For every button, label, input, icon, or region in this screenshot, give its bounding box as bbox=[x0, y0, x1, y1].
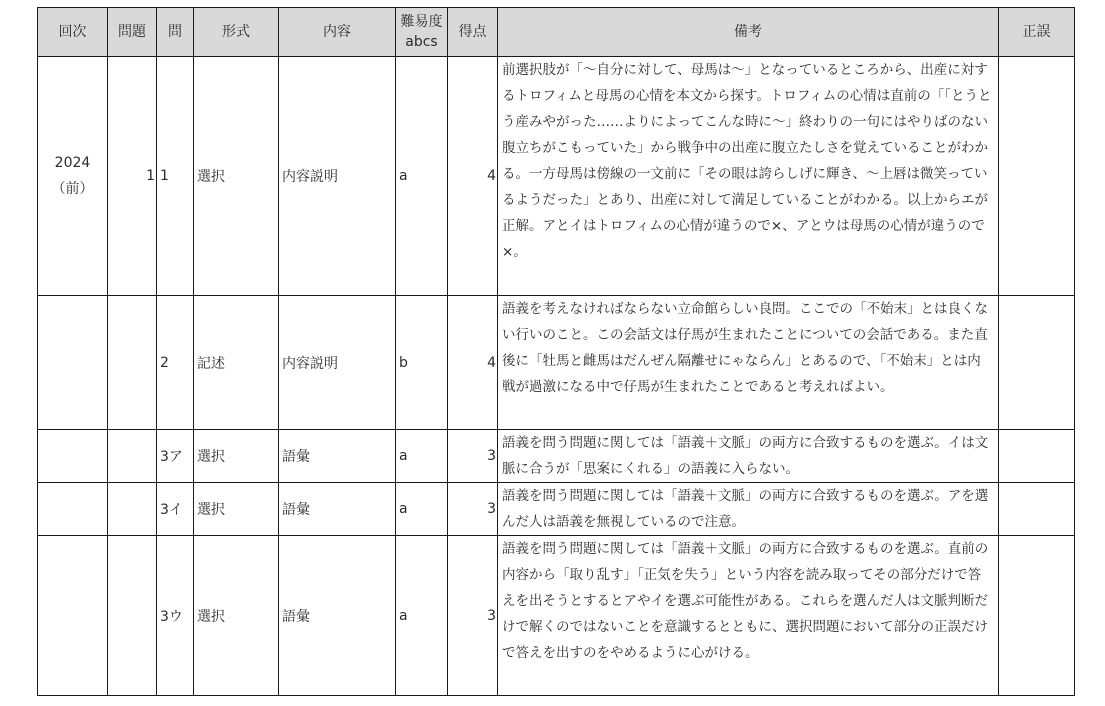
problem-cell[interactable] bbox=[108, 536, 157, 696]
header-difficulty-label: 難易度 bbox=[400, 14, 443, 30]
question-cell[interactable]: 3ア bbox=[157, 430, 194, 483]
difficulty-cell[interactable]: a bbox=[396, 536, 448, 696]
table-row bbox=[38, 536, 1075, 696]
year-cell[interactable] bbox=[38, 483, 108, 536]
notes-cell[interactable]: 語義を問う問題に関しては「語義＋文脈」の両方に合致するものを選ぶ。直前の内容から「取り乱す」「正気を失う」という内容を読み取ってその部分だけで答えを出そうとするとアやイを選ぶ可能性がある。これらを選んだ人は文脈判断だけで解くのではないことを意識するとともに、選択問題において部分の正誤だけで答えを出すのをやめるように心がける。 bbox=[498, 536, 999, 696]
notes-cell[interactable]: 語義を問う問題に関しては「語義＋文脈」の両方に合致するものを選ぶ。アを選んだ人は語義を無視しているので注意。 bbox=[498, 483, 999, 536]
header-difficulty-scale: abcs bbox=[405, 34, 438, 50]
score-cell[interactable]: 3 bbox=[448, 483, 498, 536]
format-cell[interactable]: 選択 bbox=[194, 57, 279, 296]
year-cell[interactable] bbox=[38, 296, 108, 430]
score-cell[interactable]: 3 bbox=[448, 536, 498, 696]
table-row bbox=[38, 483, 1075, 536]
difficulty-cell[interactable]: a bbox=[396, 57, 448, 296]
table-row bbox=[38, 430, 1075, 483]
header-problem: 問題 bbox=[108, 8, 157, 57]
format-cell[interactable]: 選択 bbox=[194, 536, 279, 696]
year-sub: （前） bbox=[51, 181, 94, 197]
score-cell[interactable]: 3 bbox=[448, 430, 498, 483]
format-cell[interactable]: 記述 bbox=[194, 296, 279, 430]
score-cell[interactable]: 4 bbox=[448, 57, 498, 296]
content-cell[interactable]: 語彙 bbox=[279, 430, 396, 483]
header-score: 得点 bbox=[448, 8, 498, 57]
header-row bbox=[38, 8, 1075, 57]
notes-cell[interactable]: 語義を問う問題に関しては「語義＋文脈」の両方に合致するものを選ぶ。イは文脈に合うが「思案にくれる」の語義に入らない。 bbox=[498, 430, 999, 483]
header-difficulty bbox=[396, 8, 448, 57]
question-cell[interactable]: 3イ bbox=[157, 483, 194, 536]
year-cell[interactable] bbox=[38, 57, 108, 296]
problem-cell[interactable] bbox=[108, 296, 157, 430]
judgement-cell[interactable] bbox=[999, 483, 1075, 536]
answer-analysis-table bbox=[37, 7, 1075, 696]
header-judgement: 正誤 bbox=[999, 8, 1075, 57]
judgement-cell[interactable] bbox=[999, 430, 1075, 483]
header-notes: 備考 bbox=[498, 8, 999, 57]
format-cell[interactable]: 選択 bbox=[194, 483, 279, 536]
judgement-cell[interactable] bbox=[999, 57, 1075, 296]
difficulty-cell[interactable]: b bbox=[396, 296, 448, 430]
header-year: 回次 bbox=[38, 8, 108, 57]
header-format: 形式 bbox=[194, 8, 279, 57]
header-question: 問 bbox=[157, 8, 194, 57]
difficulty-cell[interactable]: a bbox=[396, 430, 448, 483]
question-cell[interactable]: 1 bbox=[157, 57, 194, 296]
header-content: 内容 bbox=[279, 8, 396, 57]
score-cell[interactable]: 4 bbox=[448, 296, 498, 430]
content-cell[interactable]: 内容説明 bbox=[279, 296, 396, 430]
year-value: 2024 bbox=[54, 155, 91, 171]
year-cell[interactable] bbox=[38, 430, 108, 483]
content-cell[interactable]: 語彙 bbox=[279, 536, 396, 696]
answer-analysis-sheet bbox=[37, 7, 1075, 696]
question-cell[interactable]: 2 bbox=[157, 296, 194, 430]
table-row bbox=[38, 57, 1075, 296]
problem-cell[interactable] bbox=[108, 483, 157, 536]
format-cell[interactable]: 選択 bbox=[194, 430, 279, 483]
table-row bbox=[38, 296, 1075, 430]
judgement-cell[interactable] bbox=[999, 536, 1075, 696]
problem-cell[interactable] bbox=[108, 430, 157, 483]
content-cell[interactable]: 語彙 bbox=[279, 483, 396, 536]
difficulty-cell[interactable]: a bbox=[396, 483, 448, 536]
judgement-cell[interactable] bbox=[999, 296, 1075, 430]
year-cell[interactable] bbox=[38, 536, 108, 696]
problem-cell[interactable]: 1 bbox=[108, 57, 157, 296]
notes-cell[interactable]: 前選択肢が「～自分に対して、母馬は～」となっているところから、出産に対するトロフィムと母馬の心情を本文から探す。トロフィムの心情は直前の「「とうとう産みやがった……よりによってこんな時に～」終わりの一句にはやりばのない腹立ちがこもっていた」から戦争中の出産に腹立たしさを覚えていることがわかる。一方母馬は傍線の一文前に「その眼は誇らしげに輝き、～上唇は微笑っているようだった」とあり、出産に対して満足していることがわかる。以上からエが正解。アとイはトロフィムの心情が違うので×、アとウは母馬の心情が違うので×。 bbox=[498, 57, 999, 296]
content-cell[interactable]: 内容説明 bbox=[279, 57, 396, 296]
notes-cell[interactable]: 語義を考えなければならない立命館らしい良問。ここでの「不始末」とは良くない行いのこと。この会話文は仔馬が生まれたことについての会話である。また直後に「牡馬と雌馬はだんぜん隔離せにゃならん」とあるので、「不始末」とは内戦が過激になる中で仔馬が生まれたことであると考えればよい。 bbox=[498, 296, 999, 430]
question-cell[interactable]: 3ウ bbox=[157, 536, 194, 696]
